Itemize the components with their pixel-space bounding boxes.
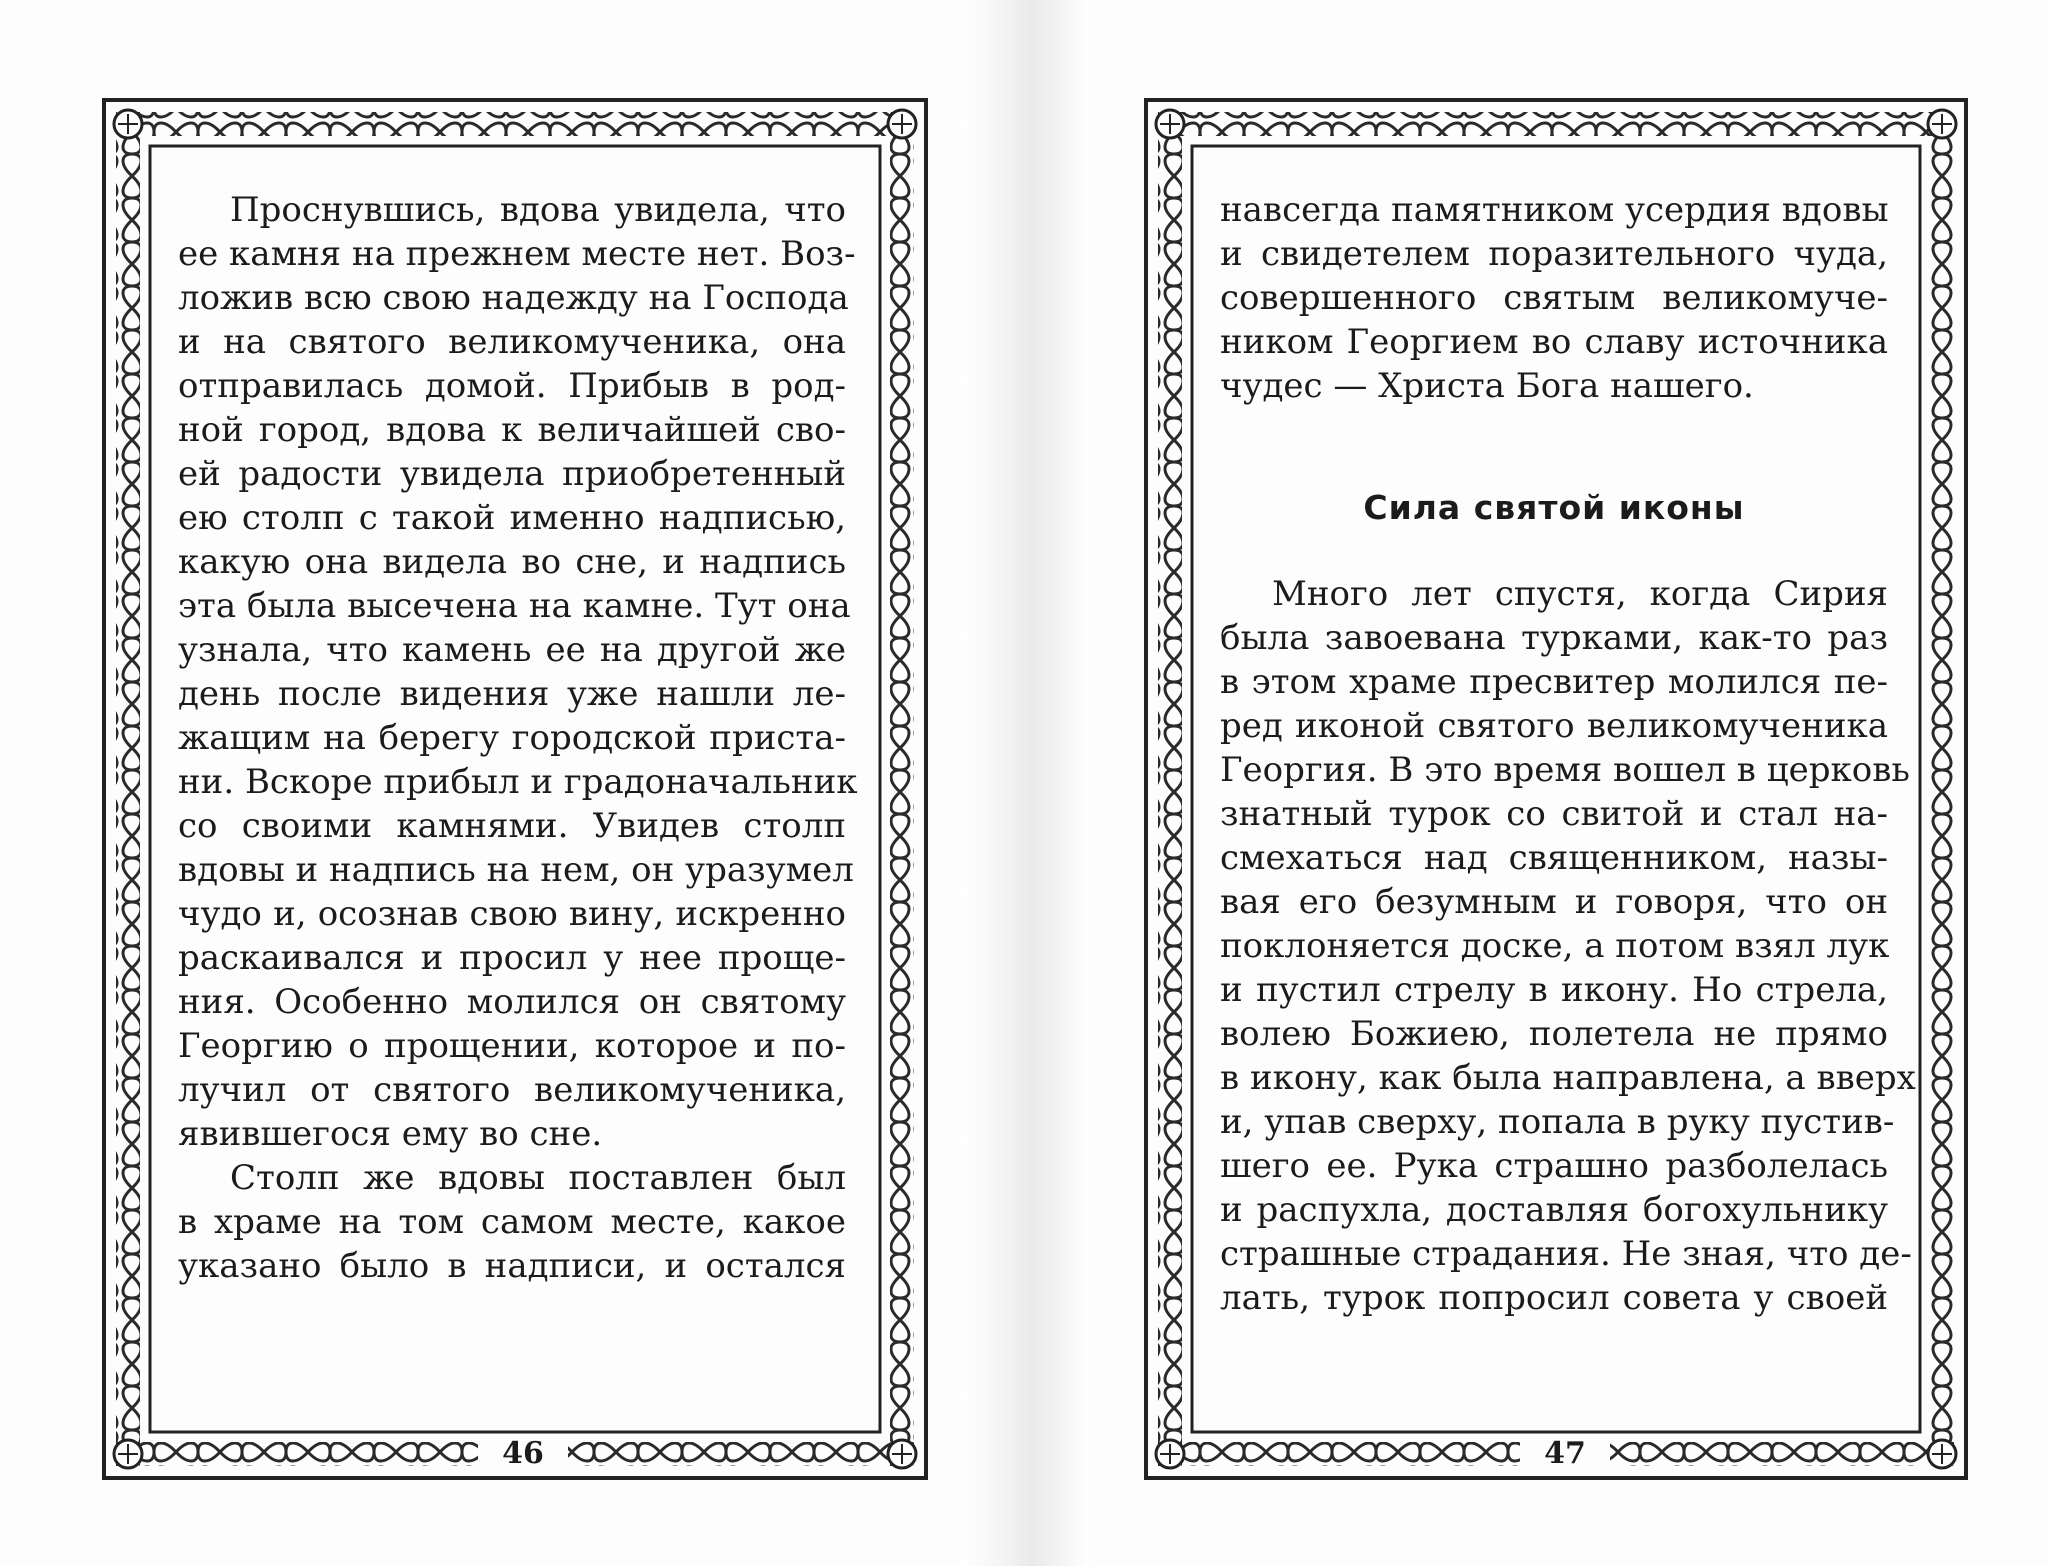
text-line: отправилась домой. Прибыв в род- [178,366,846,406]
text-line: волею Божиею, полетела не прямо [1220,1014,1888,1054]
text-line: и, упав сверху, попала в руку пустив- [1220,1102,1895,1142]
text-line: Проснувшись, вдова увидела, что [230,190,846,230]
text-line: совершенного святым великомуче- [1220,278,1888,318]
text-line: явившегося ему во сне. [178,1114,603,1154]
text-line: ложив всю свою надежду на Господа [178,278,849,318]
text-line: и на святого великомученика, она [178,322,846,362]
page-number: 47 [1520,1436,1610,1471]
text-line: лучил от святого великомученика, [178,1070,846,1110]
text-line: ею столп с такой именно надписью, [178,498,846,538]
text-line: страшные страдания. Не зная, что де- [1220,1234,1912,1274]
text-line: день после видения уже нашли ле- [178,674,846,714]
text-line: навсегда памятником усердия вдовы [1220,190,1889,230]
text-line: Георгия. В это время вошел в церковь [1220,750,1910,790]
book-gutter [960,0,1090,1566]
text-line: эта была высечена на камне. Тут она [178,586,851,626]
text-line: лать, турок попросил совета у своей [1220,1278,1888,1318]
text-line: и распухла, доставляя богохульнику [1220,1190,1888,1230]
text-line: жащим на берегу городской приста- [178,718,846,758]
text-line: в храме на том самом месте, какое [178,1202,846,1242]
text-line: какую она видела во сне, и надпись [178,542,846,582]
text-line: вая его безумным и говоря, что он [1220,882,1888,922]
text-line: ной город, вдова к величайшей сво- [178,410,846,450]
text-line: ред иконой святого великомученика [1220,706,1888,746]
text-line: в икону, как была направлена, а вверх [1220,1058,1916,1098]
text-line: Много лет спустя, когда Сирия [1272,574,1888,614]
left-page-text [178,188,858,1288]
text-line: со своими камнями. Увидев столп [178,806,846,846]
text-line: раскаивался и просил у нее проще- [178,938,846,978]
text-line: чудо и, осознав свою вину, искренно [178,894,846,934]
text-line: ником Георгием во славу источника [1220,322,1888,362]
text-line: чудес — Христа Бога нашего. [1220,366,1754,406]
text-line: была завоевана турками, как-то раз [1220,618,1888,658]
text-line: поклоняется доске, а потом взял лук [1220,926,1890,966]
text-line: указано было в надписи, и остался [178,1246,846,1286]
right-page [1090,0,2048,1566]
text-line: ния. Особенно молился он святому [178,982,846,1022]
page-number: 46 [478,1436,568,1471]
text-line: и свидетелем поразительного чуда, [1220,234,1888,274]
text-line: вдовы и надпись на нем, он уразумел [178,850,854,890]
text-line: шего ее. Рука страшно разболелась [1220,1146,1888,1186]
text-line: смехаться над священником, назы- [1220,838,1888,878]
text-line: ей радости увидела приобретенный [178,454,846,494]
text-line: ее камня на прежнем месте нет. Воз- [178,234,856,274]
section-heading: Сила святой иконы [1363,488,1745,527]
right-page-text-top [1220,188,1888,408]
text-line: Столп же вдовы поставлен был [230,1158,846,1198]
text-line: Георгию о прощении, которое и по- [178,1026,846,1066]
text-line: и пустил стрелу в икону. Но стрела, [1220,970,1888,1010]
text-line: узнала, что камень ее на другой же [178,630,846,670]
text-line: в этом храме пресвитер молился пе- [1220,662,1888,702]
right-page-text-bottom [1220,572,1916,1320]
text-line: знатный турок со свитой и стал на- [1220,794,1888,834]
left-page [0,0,960,1566]
text-line: ни. Вскоре прибыл и градоначальник [178,762,858,802]
